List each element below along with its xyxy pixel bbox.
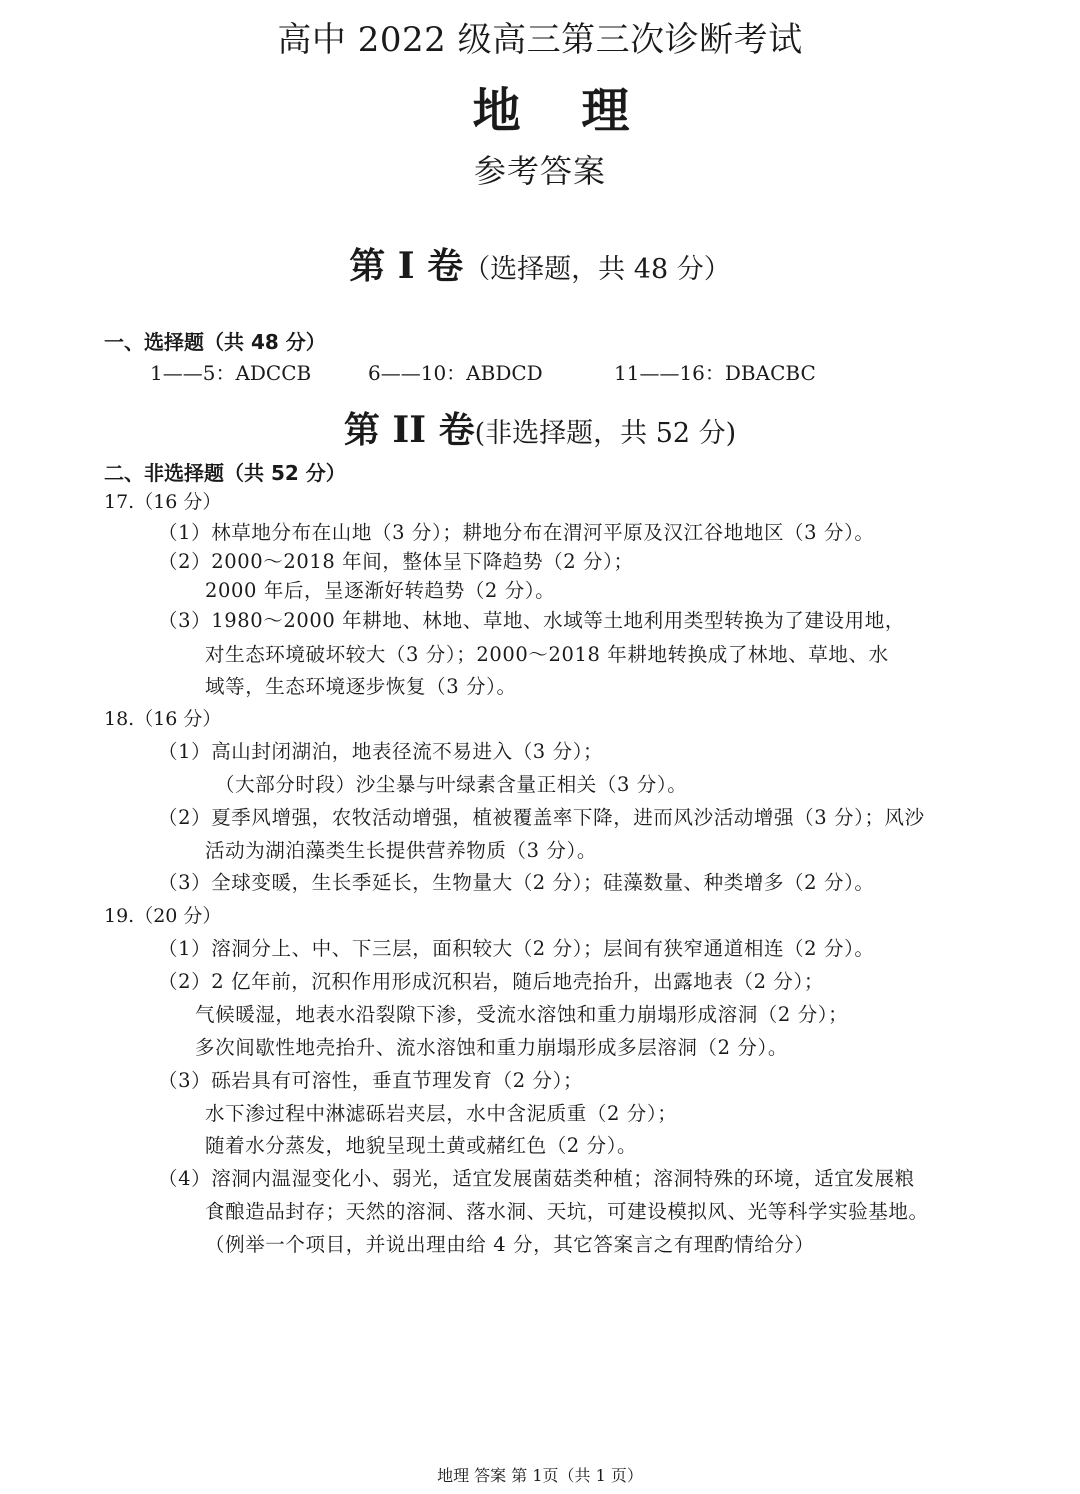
- part1-note: （选择题，共 48 分）: [463, 254, 731, 285]
- q17-line: （3）1980～2000 年耕地、林地、草地、水域等土地利用类型转换为了建设用地，: [158, 609, 905, 632]
- part1-title: 第 I 卷: [349, 245, 464, 287]
- q19-line: 气候暖湿，地表水沿裂隙下渗，受流水溶蚀和重力崩塌形成溶洞（2 分）；: [195, 1003, 849, 1026]
- part2-heading: [0, 402, 1080, 453]
- question-19-title: 19.（20 分）: [104, 905, 222, 927]
- q17-line: （2）2000～2018 年间，整体呈下降趋势（2 分）；: [158, 550, 634, 573]
- q19-line: 食酿造品封存；天然的溶洞、落水洞、天坑，可建设模拟风、光等科学实验基地。: [205, 1200, 929, 1223]
- question-18-title: 18.（16 分）: [104, 708, 222, 730]
- part2-title: 第 II 卷: [343, 409, 475, 451]
- q18-line: （2）夏季风增强，农牧活动增强，植被覆盖率下降，进而风沙活动增强（3 分）；风沙: [158, 806, 925, 829]
- page-footer: 地理 答案 第 1页（共 1 页）: [437, 1466, 643, 1485]
- section1-title: 一、选择题（共 48 分）: [104, 330, 326, 354]
- answer-group-1: 1——5：ADCCB: [150, 361, 312, 385]
- q18-line: （1）高山封闭湖泊，地表径流不易进入（3 分）；: [158, 740, 604, 763]
- q17-line: 对生态环境破坏较大（3 分）；2000～2018 年耕地转换成了林地、草地、水: [205, 643, 889, 666]
- subject-title: 地 理: [472, 83, 652, 139]
- q19-line: 随着水分蒸发，地貌呈现土黄或赭红色（2 分）。: [205, 1134, 638, 1157]
- answer-group-2: 6——10：ABDCD: [368, 361, 543, 385]
- question-17-title: 17.（16 分）: [104, 491, 222, 513]
- q19-line: （1）溶洞分上、中、下三层，面积较大（2 分）；层间有狭窄通道相连（2 分）。: [158, 937, 875, 960]
- q17-line: 2000 年后，呈逐渐好转趋势（2 分）。: [205, 579, 556, 602]
- q19-line: （3）砾岩具有可溶性，垂直节理发育（2 分）；: [158, 1069, 584, 1092]
- exam-title: 高中 2022 级高三第三次诊断考试: [277, 20, 803, 60]
- q17-line: 域等，生态环境逐步恢复（3 分）。: [205, 675, 517, 698]
- q18-line: （3）全球变暖，生长季延长，生物量大（2 分）；硅藻数量、种类增多（2 分）。: [158, 871, 875, 894]
- q19-line: （例举一个项目，并说出理由给 4 分，其它答案言之有理酌情给分）: [205, 1233, 815, 1256]
- q19-line: （4）溶洞内温湿变化小、弱光，适宜发展菌菇类种植；溶洞特殊的环境，适宜发展粮: [158, 1167, 915, 1190]
- q19-line: （2）2 亿年前，沉积作用形成沉积岩，随后地壳抬升，出露地表（2 分）；: [158, 970, 824, 993]
- q18-line: 活动为湖泊藻类生长提供营养物质（3 分）。: [205, 839, 597, 862]
- q17-line: （1）林草地分布在山地（3 分）；耕地分布在渭河平原及汉江谷地地区（3 分）。: [158, 521, 875, 544]
- answer-key-subtitle: 参考答案: [473, 152, 606, 190]
- part1-heading: [0, 238, 1080, 289]
- section2-title: 二、非选择题（共 52 分）: [104, 461, 346, 485]
- q19-line: 多次间歇性地壳抬升、流水溶蚀和重力崩塌形成多层溶洞（2 分）。: [195, 1036, 788, 1059]
- answer-group-3: 11——16：DBACBC: [614, 361, 816, 385]
- q19-line: 水下渗过程中淋滤砾岩夹层，水中含泥质重（2 分）；: [205, 1102, 678, 1125]
- q18-line: （大部分时段）沙尘暴与叶绿素含量正相关（3 分）。: [215, 773, 688, 796]
- part2-note: (非选择题，共 52 分): [474, 418, 737, 449]
